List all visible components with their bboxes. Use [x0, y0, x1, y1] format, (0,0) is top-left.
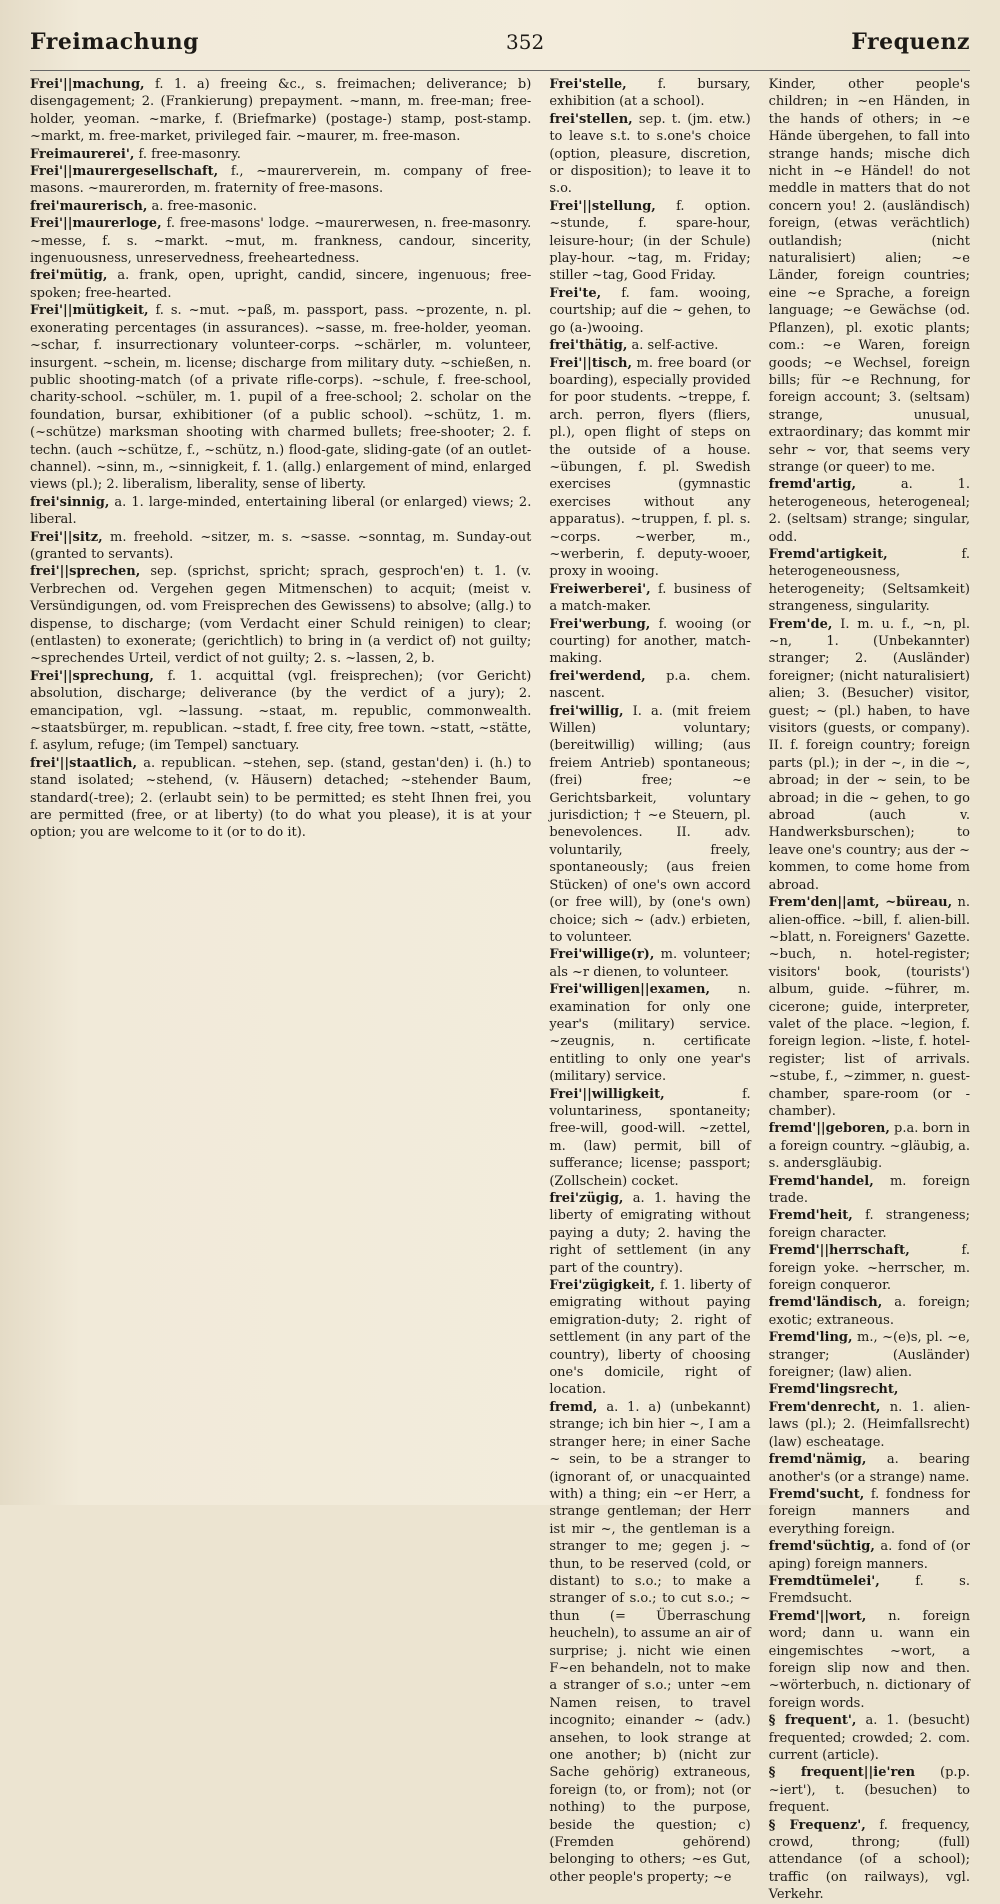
entry-definition: a. 1. (besucht) frequented; crowded; 2. com. current (article).: [768, 1713, 970, 1763]
entry-definition: sep. t. (jm. etw.) to leave s.t. to s.one's choice (option, pleasure, discretion, or disposition); to leave it to s.o.: [549, 111, 751, 197]
column-2: [549, 76, 751, 1885]
entry-definition: f. 1. acquittal (vgl. freisprechen); (vor Gericht) absolution, discharge; deliverance (by the verdict of a jury); 2. emancipation, vgl. ~lassung. ~staat, m. republic, commonwealth. ~staatsbürger, m. republican. ~stadt, f. free city, free town. ~statt, ~stätte, f. asylum, refuge; (im Tempel) sanctuary.: [30, 668, 532, 754]
entry-definition: a. self-active.: [631, 338, 719, 354]
entry-headword: Fremd'lingsrecht, Frem'denrecht,: [768, 1382, 899, 1415]
column-3: [768, 76, 970, 1903]
entry-headword: fremd'nämig,: [768, 1452, 867, 1468]
dictionary-entry: [769, 1294, 970, 1329]
dictionary-entry: [549, 198, 750, 285]
dictionary-entry: [549, 337, 750, 354]
entry-headword: Frei'willige(r),: [549, 947, 655, 963]
dictionary-entry: [549, 668, 750, 703]
entry-headword: fremd'||geboren,: [768, 1121, 890, 1137]
entry-headword: frei'maurerisch,: [30, 198, 148, 214]
dictionary-entry: [769, 894, 970, 1120]
entry-definition: m. free board (or boarding), especially provided for poor students. ~treppe, f. arch. perron, flyers (fliers, pl.), open flight of steps on the outside of a house. ~übungen, f. pl. Swedish exercises (gymnastic exercises without any apparatus). ~truppen, f. pl. s. ~corps. ~werber, m., ~werberin, f. deputy-wooer, proxy in wooing.: [549, 355, 751, 580]
dictionary-entry: [769, 1381, 970, 1451]
entry-definition: f. fondness for foreign manners and everything foreign.: [768, 1486, 970, 1537]
dictionary-entry: [549, 1399, 750, 1886]
entry-headword: fremd'artig,: [768, 477, 857, 493]
entry-headword: Frei'||mütigkeit,: [30, 303, 149, 319]
entry-headword: Frem'den||amt, ~büreau,: [768, 895, 953, 911]
dictionary-entry: [549, 616, 750, 668]
header-rule: [30, 70, 970, 71]
page-header: [30, 22, 970, 62]
dictionary-entry: [30, 267, 531, 302]
dictionary-entry: [30, 529, 531, 564]
entry-definition: f. option. ~stunde, f. spare-hour, leisure-hour; (in der Schule) play-hour. ~tag, m. Friday; stiller ~tag, Good Friday.: [549, 198, 751, 284]
dictionary-entry: [30, 755, 531, 842]
dictionary-entry: [549, 355, 750, 581]
dictionary-entry: [549, 1277, 750, 1399]
entry-headword: Frei'werbung,: [549, 616, 651, 632]
dictionary-entry: [30, 76, 531, 146]
entry-definition: n. 1. alien-laws (pl.); 2. (Heimfallsrecht) (law) escheatage.: [768, 1399, 970, 1450]
entry-headword: Fremd'sucht,: [768, 1486, 865, 1502]
dictionary-entry: [30, 494, 531, 529]
dictionary-entry: [549, 581, 750, 616]
entry-headword: Frei'willigen||examen,: [549, 982, 711, 998]
entry-definition: a. 1. heterogeneous, heterogeneal; 2. (seltsam) strange; singular, odd.: [768, 477, 970, 545]
dictionary-entry: [769, 1712, 970, 1764]
entry-headword: § frequent',: [768, 1713, 857, 1729]
column-1: [30, 76, 531, 1416]
columns: [30, 76, 970, 1903]
dictionary-entry: [549, 76, 750, 111]
dictionary-entry: [769, 1120, 970, 1172]
dictionary-entry: [769, 1764, 970, 1816]
entry-definition: a. frank, open, upright, candid, sincere, ingenuous; free-spoken; free-hearted.: [30, 268, 532, 301]
dictionary-entry: [769, 1207, 970, 1242]
entry-headword: Fremd'artigkeit,: [768, 546, 888, 562]
entry-headword: frei'sinnig,: [30, 494, 110, 510]
entry-headword: fremd'süchtig,: [768, 1539, 875, 1555]
entry-definition: a. republican. ~stehen, sep. (stand, gestan'den) i. (h.) to stand isolated; ~stehend, (v. Häusern) detached; ~stehender Baum, standard(-tree); 2. (erlaubt sein) to be permitted; es steht Ihnen frei, you are permitted (free, or at liberty) (to do what you please), it is at your option; you are welcome to it (or to do it).: [30, 755, 532, 841]
entry-definition: p.a. chem. nascent.: [549, 668, 751, 702]
entry-headword: frei'stellen,: [549, 111, 633, 127]
dictionary-entry: [549, 981, 750, 1085]
entry-headword: § Frequenz',: [768, 1817, 866, 1833]
entry-headword: frei'||sprechen,: [30, 564, 141, 580]
entry-definition: a. 1. a) (unbekannt) strange; ich bin hier ~, I am a stranger here; in einer Sache ~ sein, to be a stranger to (ignorant of, or unacquainted with) a thing; ein ~er Herr, a strange gentleman; der Herr ist mir ~, the gentleman is a stranger to me; gegen j. ~ thun, to be reserved (cold, or distant) to s.o.; to make a stranger of s.o.; to cut s.o.; ~ thun (= Überraschung heucheln), to assume an air of surprise; j. nicht wie einen F~en behandeln, not to make a stranger of s.o.; unter ~em Namen reisen, to travel incognito; einander ~ (adv.) ansehen, to look strange at one another; b) (nicht zur Sache gehörig) extraneous, foreign (to, or from); not (or nothing) to the purpose, beside the question; c) (Fremden gehörend) belonging to others; ~es Gut, other people's property; ~e: [549, 1399, 751, 1885]
entry-headword: Frem'de,: [768, 616, 833, 632]
dictionary-entry: [769, 76, 970, 476]
entry-definition: f. frequency, crowd, throng; (full) attendance (of a school); traffic (on railways), vgl. Verkehr.: [768, 1817, 970, 1903]
entry-definition: f., ~maurerverein, m. company of free-masons. ~maurerorden, m. fraternity of free-masons.: [30, 164, 532, 197]
entry-headword: frei'willig,: [549, 703, 624, 719]
entry-headword: Frei'stelle,: [549, 77, 627, 92]
header-left-word: Freimachung: [30, 29, 199, 55]
entry-headword: Freimaurerei',: [30, 146, 135, 162]
entry-definition: f. strangeness; foreign character.: [768, 1208, 970, 1241]
entry-headword: Frei'||tisch,: [549, 355, 632, 371]
entry-headword: Frei'||sprechung,: [30, 668, 154, 684]
header-right-word: Frequenz: [851, 29, 970, 55]
dictionary-entry: [549, 1190, 750, 1277]
entry-definition: (p.p. ~iert'), t. (besuchen) to frequent.: [768, 1765, 970, 1816]
dictionary-entry: [30, 198, 531, 215]
dictionary-entry: [30, 302, 531, 493]
dictionary-entry: [769, 1486, 970, 1538]
entry-definition: f. 1. a) freeing &c., s. freimachen; deliverance; b) disengagement; 2. (Frankierung) prepayment. ~mann, m. free-man; free-holder, yeoman. ~marke, f. (Briefmarke) (postage-) stamp, post-stamp. ~markt, m. free-market, privileged fair. ~maurer, m. free-mason.: [30, 77, 532, 145]
entry-definition: m. freehold. ~sitzer, m. s. ~sasse. ~sonntag, m. Sunday-out (granted to servants).: [30, 529, 532, 562]
dictionary-entry: [30, 163, 531, 198]
entry-definition: m., ~(e)s, pl. ~e, stranger; (Ausländer) foreigner; (law) alien.: [768, 1330, 970, 1381]
entry-definition: f. s. Fremdsucht.: [768, 1573, 970, 1607]
dictionary-entry: [30, 563, 531, 667]
dictionary-entry: [769, 1817, 970, 1904]
entry-headword: § frequent||ie'ren: [768, 1765, 916, 1781]
dictionary-entry: [769, 616, 970, 895]
dictionary-entry: [549, 946, 750, 981]
entry-headword: Frei'zügigkeit,: [549, 1278, 656, 1294]
entry-definition: a. foreign; exotic; extraneous.: [768, 1295, 970, 1328]
entry-definition: m. volunteer; als ~r dienen, to volunteer.: [549, 947, 751, 980]
dictionary-entry: [769, 1242, 970, 1294]
entry-definition: f. foreign yoke. ~herrscher, m. foreign conqueror.: [768, 1243, 970, 1294]
entry-definition: sep. (sprichst, spricht; sprach, gesproch'en) t. 1. (v. Verbrechen od. Vergehen gegen Mitmenschen) to acquit; (meist v. Versündigungen, od. vom Freisprechen des Gewissens) to absolve; (allg.) to dispense, to discharge; (vom Verdacht einer Schuld reinigen) to clear; (entlasten) to exonerate; (gerichtlich) to bring in (a verdict of) not guilty; ~sprechendes Urteil, verdict of not guilty; 2. s. ~lassen, 2, b.: [30, 564, 532, 667]
dictionary-entry: [769, 476, 970, 546]
entry-definition: a. bearing another's (or a strange) name.: [768, 1452, 970, 1485]
entry-headword: Fremd'heit,: [768, 1208, 853, 1224]
dictionary-entry: [769, 1573, 970, 1608]
entry-definition: f. voluntariness, spontaneity; free-will, good-will. ~zettel, m. (law) permit, bill of sufferance; license; passport; (Zollschein) cocket.: [549, 1086, 751, 1189]
entry-headword: Fremd'||herrschaft,: [768, 1243, 910, 1259]
entry-definition: f. fam. wooing, courtship; auf die ~ gehen, to go (a-)wooing.: [549, 285, 751, 336]
dictionary-entry: [30, 215, 531, 267]
dictionary-entry: [769, 1173, 970, 1208]
entry-definition: f. free-masons' lodge. ~maurerwesen, n. free-masonry. ~messe, f. s. ~markt. ~mut, m. frankness, candour, sincerity, ingenuousness, unreservedness, freeheartedness.: [30, 216, 532, 267]
page-number: 352: [506, 30, 545, 54]
entry-headword: Fremdtümelei',: [768, 1573, 880, 1589]
entry-headword: frei'zügig,: [549, 1191, 624, 1206]
entry-headword: Fremd'||wort,: [768, 1608, 867, 1624]
entry-definition: f. heterogeneousness, heterogeneity; (Seltsamkeit) strangeness, singularity.: [768, 546, 970, 615]
entry-definition: a. 1. large-minded, entertaining liberal (or enlarged) views; 2. liberal.: [30, 494, 532, 528]
entry-headword: frei'werdend,: [549, 668, 646, 684]
entry-definition: n. foreign word; dann u. wann ein eingemischtes ~wort, a foreign slip now and then. ~wörterbuch, n. dictionary of foreign words.: [768, 1608, 970, 1711]
entry-definition: Kinder, other people's children; in ~en Händen, in the hands of others; in ~e Hände übergehen, to fall into strange hands; mische dich nicht in ~e Händel! do not meddle in matters that do not concern you! 2. (ausländisch) foreign, (etwas verächtlich) outlandish; (nicht naturalisiert) alien; ~e Länder, foreign countries; eine ~e Sprache, a foreign language; ~e Gewächse (od. Pflanzen), pl. exotic plants; com.: ~e Waren, foreign goods; ~e Wechsel, foreign bills; für ~e Rechnung, for foreign account; 3. (seltsam) strange, unusual, extraordinary; das kommt mir sehr ~ vor, that seems very strange (or queer) to me.: [768, 77, 970, 475]
entry-definition: m. foreign trade.: [768, 1173, 970, 1206]
entry-headword: Fremd'handel,: [768, 1173, 874, 1189]
entry-headword: frei'thätig,: [549, 338, 628, 354]
entry-definition: n. examination for only one year's (military) service. ~zeugnis, n. certificate entitling to only one year's (military) service.: [549, 982, 751, 1085]
dictionary-entry: [769, 1451, 970, 1486]
dictionary-entry: [549, 111, 750, 198]
entry-headword: Frei'te,: [549, 285, 602, 301]
entry-headword: Frei'||maurergesellschaft,: [30, 164, 219, 180]
entry-headword: Frei'||willigkeit,: [549, 1086, 665, 1102]
entry-definition: n. alien-office. ~bill, f. alien-bill. ~blatt, n. Foreigners' Gazette. ~buch, n. hotel-register; visitors' book, (tourists') album, guide. ~führer, m. cicerone; guide, interpreter, valet of the place. ~legion, f. foreign legion. ~liste, f. hotel-register; list of arrivals. ~stube, f., ~zimmer, n. guest-chamber, spare-room (or -chamber).: [768, 895, 970, 1119]
dictionary-entry: [769, 1608, 970, 1712]
entry-definition: I. m. u. f., ~n, pl. ~n, 1. (Unbekannter) stranger; 2. (Ausländer) foreigner; (nicht naturalisiert) alien; 3. (Besucher) visitor, guest; ~ (pl.) haben, to have visitors (guests, or company). II. f. foreign country; foreign parts (pl.); in der ~, in die ~, abroad; in der ~ sein, to be abroad; in die ~ gehen, to go abroad (auch v. Handwerksburschen); to leave one's country; aus der ~ kommen, to come home from abroad.: [768, 616, 970, 893]
entry-definition: p.a. born in a foreign country. ~gläubig, a. s. andersgläubig.: [768, 1121, 970, 1172]
entry-definition: f. business of a match-maker.: [549, 581, 751, 615]
entry-headword: frei'||staatlich,: [30, 755, 138, 771]
entry-headword: frei'mütig,: [30, 268, 108, 284]
dictionary-entry: [549, 285, 750, 337]
entry-headword: Freiwerberei',: [549, 581, 651, 597]
entry-definition: f. 1. liberty of emigrating without paying emigration-duty; 2. right of settlement (in any part of the country), liberty of choosing one's domicile, right of location.: [549, 1278, 751, 1398]
entry-headword: fremd'ländisch,: [768, 1295, 883, 1311]
entry-definition: f. bursary, exhibition (at a school).: [549, 77, 751, 110]
entry-definition: f. s. ~mut. ~paß, m. passport, pass. ~prozente, n. pl. exonerating percentages (in assurances). ~sasse, m. free-holder, yeoman. ~schar, f. insurrectionary volunteer-corps. ~schärler, m. volunteer, insurgent. ~schein, m. license; discharge from military duty. ~schießen, n. public shooting-match (of a private rifle-corps). ~schule, f. free-school, charity-school. ~schüler, m. 1. pupil of a free-school; 2. scholar on the foundation, bursar, exhibitioner (of a public school). ~schütz, 1. m. (~schütze) marksman shooting with charmed bullets; free-shooter; 2. f. techn. (auch ~schütze, f., ~schütz, n.) flood-gate, sliding-gate (of an outlet-channel). ~sinn, m., ~sinnigkeit, f. 1. (allg.) enlargement of mind, enlarged views (pl.); 2. liberalism, liberality, sense of liberty.: [30, 303, 532, 493]
entry-definition: a. free-masonic.: [151, 198, 257, 214]
dictionary-entry: [549, 1086, 750, 1190]
dictionary-entry: [549, 703, 750, 947]
entry-definition: I. a. (mit freiem Willen) voluntary; (bereitwillig) willing; (aus freiem Antrieb) spontaneous; (frei) free; ~e Gerichtsbarkeit, voluntary jurisdiction; † ~e Steuern, pl. benevolences. II. adv. voluntarily, freely, spontaneously; (aus freien Stücken) of one's own accord (or free will), by (one's own) choice; sich ~ (adv.) erbieten, to volunteer.: [549, 703, 751, 945]
dictionary-entry: [30, 668, 531, 755]
entry-headword: fremd,: [549, 1399, 598, 1415]
entry-definition: a. 1. having the liberty of emigrating without paying a duty; 2. having the right of settlement (in any part of the country).: [549, 1191, 751, 1276]
entry-headword: Frei'||sitz,: [30, 529, 103, 545]
entry-headword: Frei'||maurerloge,: [30, 216, 162, 232]
entry-headword: Frei'||machung,: [30, 77, 145, 92]
dictionary-entry: [769, 1538, 970, 1573]
dictionary-entry: [769, 1329, 970, 1381]
entry-definition: f. wooing (or courting) for another, match-making.: [549, 616, 751, 667]
entry-definition: a. fond of (or aping) foreign manners.: [768, 1539, 970, 1572]
entry-headword: Frei'||stellung,: [549, 198, 656, 214]
dictionary-entry: [769, 546, 970, 616]
entry-definition: f. free-masonry.: [138, 146, 241, 162]
dictionary-entry: [30, 146, 531, 163]
entry-headword: Fremd'ling,: [768, 1330, 853, 1346]
